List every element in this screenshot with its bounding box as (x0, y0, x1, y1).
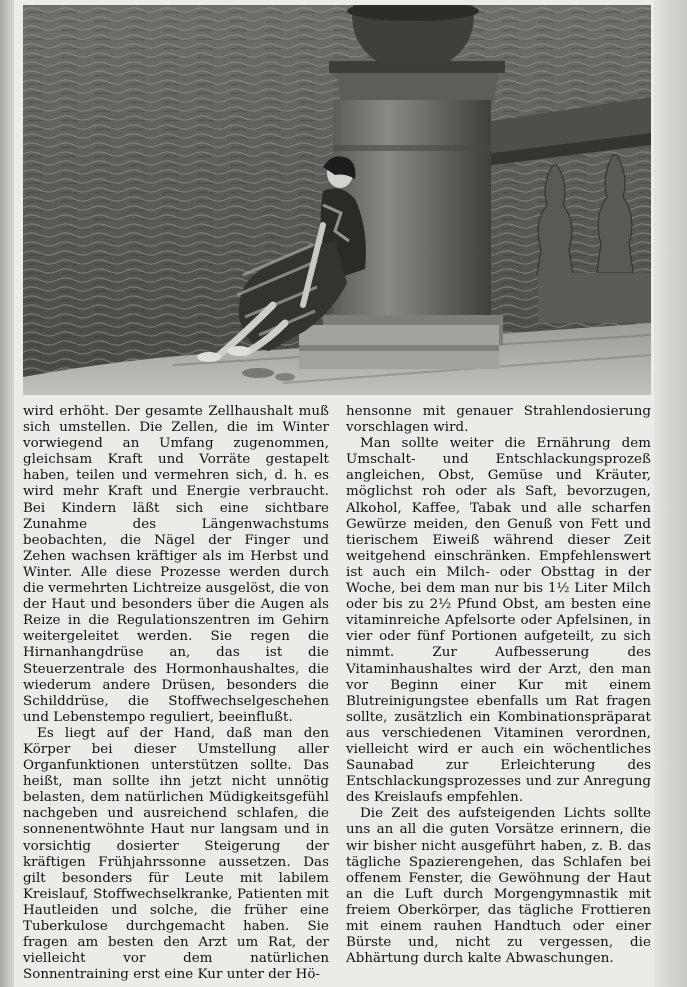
page-edge (654, 0, 687, 987)
article-photo (23, 5, 651, 395)
article-column-left (23, 404, 329, 983)
paragraph: Es liegt auf der Hand, daß man den Körper bei dieser Umstellung aller Organfunktionen unterstützen sollte. Das heißt, man sollte ihn jetzt nicht unnötig belasten, dem natürlichen Müdigkeitsgefühl nachgeben und ausreichend schlafen, die sonnenentwöhnte Haut nur langsam und in vorsichtig dosierter Steigerung der kräftigen Frühjahrssonne aussetzen. Das gilt besonders für Leute mit labilem Kreislauf, Stoffwechselkranke, Patienten mit Hautleiden und solche, die früher eine Tuberkulose durchgemacht haben. Sie fragen am besten den Arzt um Rat, der vielleicht vor dem natürlichen Sonnentraining erst eine Kur unter der Hö- (23, 725, 329, 983)
paragraph: hensonne mit genauer Strahlendosierung vorschlagen wird. (346, 404, 651, 436)
article-column-right (346, 404, 651, 967)
paragraph: wird erhöht. Der gesamte Zellhaushalt muß sich umstellen. Die Zellen, die im Winter vorwiegend an Umfang zugenommen, gleichsam Kraft und Vorräte gestapelt haben, teilen und vermehren sich, d. h. es wird mehr Kraft und Energie verbraucht. Bei Kindern läßt sich eine sichtbare Zunahme des Längenwachstums beobachten, die Nägel der Finger und Zehen wachsen kräftiger als im Herbst und Winter. Alle diese Prozesse werden durch die vermehrten Lichtreize ausgelöst, die von der Haut und besonders über die Augen als Reize in die Regulationszentren im Gehirn weitergeleitet werden. Sie regen die Hirnanhangdrüse an, das ist die Steuerzentrale des Hormonhaushaltes, die wiederum andere Drüsen, besonders die Schilddrüse, die Stoffwechselgeschehen und Lebenstempo reguliert, beeinflußt. (23, 404, 329, 725)
paragraph: Man sollte weiter die Ernährung dem Umschalt- und Entschlackungsprozeß angleichen, Obst, Gemüse und Kräuter, möglichst roh oder als Saft, bevorzugen, Alkohol, Kaffee, Tabak und alle scharfen Gewürze meiden, den Genuß von Fett und tierischem Eiweiß während dieser Zeit weitgehend einschränken. Empfehlenswert ist auch ein Milch- oder Obsttag in der Woche, bei dem man nur bis 1½ Liter Milch oder bis zu 2½ Pfund Obst, am besten eine vitaminreiche Apfelsorte oder Apfelsinen, in vier oder fünf Portionen aufgeteilt, zu sich nimmt. Zur Aufbesserung des Vitaminhaushaltes wird der Arzt, den man vor Beginn einer Kur mit einem Blutreinigungstee ebenfalls um Rat fragen sollte, zusätzlich ein Kombinationspräparat aus verschiedenen Vitaminen verordnen, vielleicht wird er auch ein wöchentliches Saunabad zur Erleichterung des Entschlackungsprozesses und zur Anregung des Kreislaufs empfehlen. (346, 436, 651, 806)
paragraph: Die Zeit des aufsteigenden Lichts sollte uns an all die guten Vorsätze erinnern, die wir bisher nicht ausgeführt haben, z. B. das tägliche Spazierengehen, das Schlafen bei offenem Fenster, die Gewöhnung der Haut an die Luft durch Morgengymnastik mit freiem Oberkörper, das tägliche Frottieren mit einem rauhen Handtuch oder einer Bürste und, nicht zu vergessen, die Abhärtung durch kalte Abwaschungen. (346, 806, 651, 967)
photo-woman-sunbathing-on-balustrade (23, 5, 651, 395)
page-gutter-shadow (0, 0, 14, 987)
